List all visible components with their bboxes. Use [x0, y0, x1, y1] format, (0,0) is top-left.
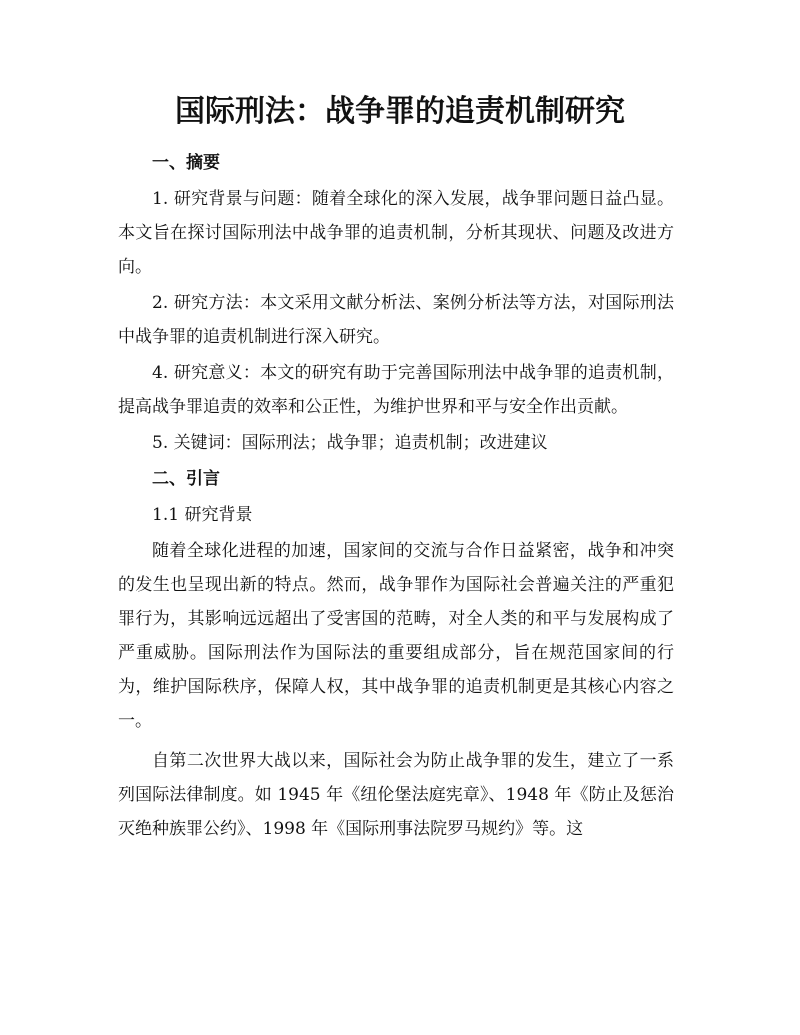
document-body — [118, 146, 674, 846]
abstract-item-significance: 4. 研究意义：本文的研究有助于完善国际刑法中战争罪的追责机制，提高战争罪追责的效率和公正性，为维护世界和平与安全作出贡献。 — [118, 363, 674, 417]
intro-paragraph-1: 随着全球化进程的加速，国家间的交流与合作日益紧密，战争和冲突的发生也呈现出新的特点。然而，战争罪作为国际社会普遍关注的严重犯罪行为，其影响远远超出了受害国的范畴，对全人类的和平与发展构成了严重威胁。国际刑法作为国际法的重要组成部分，旨在规范国家间的行为，维护国际秩序，保障人权，其中战争罪的追责机制更是其核心内容之一。 — [118, 541, 674, 731]
abstract-item-keywords: 5. 关键词：国际刑法；战争罪；追责机制；改进建议 — [152, 433, 548, 453]
subsection-heading-background: 1.1 研究背景 — [152, 505, 253, 525]
document-title: 国际刑法：战争罪的追责机制研究 — [175, 94, 625, 129]
intro-paragraph-2: 自第二次世界大战以来，国际社会为防止战争罪的发生，建立了一系列国际法律制度。如 1945 年《纽伦堡法庭宪章》、1948 年《防止及惩治灭绝种族罪公约》、1998 年《国际刑事法院罗马规约》等。这 — [118, 751, 674, 839]
section-heading-introduction: 二、引言 — [152, 469, 220, 489]
abstract-item-background: 1. 研究背景与问题：随着全球化的深入发展，战争罪问题日益凸显。本文旨在探讨国际刑法中战争罪的追责机制，分析其现状、问题及改进方向。 — [118, 189, 674, 277]
section-heading-abstract: 一、摘要 — [152, 153, 220, 173]
abstract-item-method: 2. 研究方法：本文采用文献分析法、案例分析法等方法，对国际刑法中战争罪的追责机制进行深入研究。 — [118, 293, 674, 347]
